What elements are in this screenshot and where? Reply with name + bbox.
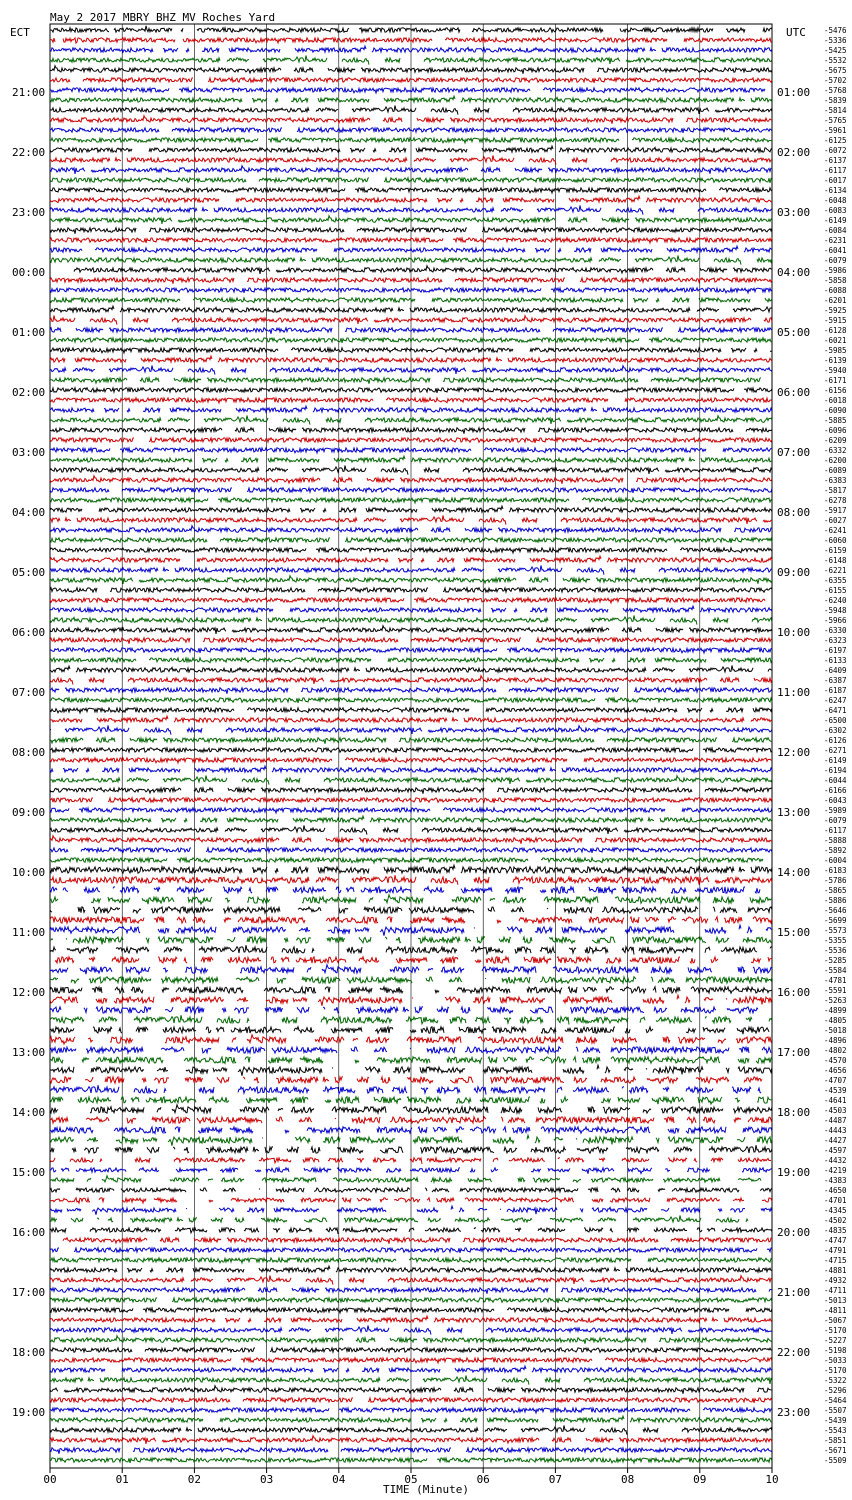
utc-hour-label: 18:00 <box>777 1106 811 1119</box>
local-hour-label: 17:00 <box>12 1286 46 1299</box>
local-hour-label: 14:00 <box>12 1106 46 1119</box>
trace-offset-label: -5322 <box>824 1376 847 1385</box>
utc-hour-label: 11:00 <box>777 686 811 699</box>
utc-hour-label: 05:00 <box>777 326 811 339</box>
trace-offset-label: -6027 <box>824 516 847 525</box>
trace-offset-label: -4383 <box>824 1176 847 1185</box>
trace-offset-label: -4896 <box>824 1036 847 1045</box>
utc-hour-label: 09:00 <box>777 566 811 579</box>
seismic-trace <box>50 1176 761 1183</box>
trace-offset-label: -4432 <box>824 1156 847 1165</box>
seismic-trace <box>50 1085 761 1094</box>
seismic-trace <box>50 88 765 93</box>
trace-offset-label: -5851 <box>824 1436 847 1445</box>
trace-offset-label: -4715 <box>824 1256 847 1265</box>
trace-offset-label: -5018 <box>824 1026 847 1035</box>
trace-offset-label: -5285 <box>824 956 847 965</box>
trace-offset-label: -5917 <box>824 506 847 515</box>
trace-offset-label: -5464 <box>824 1396 847 1405</box>
trace-offset-label: -6004 <box>824 856 847 865</box>
x-tick-label: 04 <box>332 1473 346 1486</box>
trace-offset-label: -4781 <box>824 976 847 985</box>
x-tick-label: 03 <box>259 1473 274 1486</box>
trace-offset-label: -5892 <box>824 846 847 855</box>
local-hour-label: 06:00 <box>12 626 46 639</box>
trace-offset-label: -5817 <box>824 486 847 495</box>
local-hour-label: 08:00 <box>12 746 46 759</box>
trace-offset-label: -6183 <box>824 866 847 875</box>
utc-hour-label: 16:00 <box>777 986 811 999</box>
trace-offset-label: -5961 <box>824 126 847 135</box>
trace-offset-label: -6126 <box>824 736 847 745</box>
trace-offset-label: -5509 <box>824 1456 847 1465</box>
trace-offset-label: -5989 <box>824 806 847 815</box>
trace-offset-label: -5198 <box>824 1346 847 1355</box>
seismic-trace <box>50 1047 771 1053</box>
trace-offset-label: -5355 <box>824 936 847 945</box>
local-hour-label: 09:00 <box>12 806 46 819</box>
trace-offset-label: -6500 <box>824 716 847 725</box>
trace-offset-label: -6137 <box>824 156 847 165</box>
seismic-trace <box>55 957 772 963</box>
utc-hour-label: 15:00 <box>777 926 811 939</box>
utc-hour-label: 04:00 <box>777 266 811 279</box>
trace-offset-label: -5966 <box>824 616 847 625</box>
trace-offset-label: -6231 <box>824 236 847 245</box>
x-tick-label: 09 <box>693 1473 707 1486</box>
trace-offset-label: -6241 <box>824 526 847 535</box>
trace-offset-label: -4219 <box>824 1166 847 1175</box>
trace-offset-label: -5948 <box>824 606 847 615</box>
local-hour-label: 01:00 <box>12 326 46 339</box>
trace-offset-label: -5671 <box>824 1446 847 1455</box>
trace-offset-label: -6166 <box>824 786 847 795</box>
trace-offset-label: -5839 <box>824 96 847 105</box>
trace-offset-label: -6018 <box>824 396 847 405</box>
trace-offset-label: -6090 <box>824 406 847 415</box>
trace-offset-label: -6409 <box>824 666 847 675</box>
trace-offset-label: -5296 <box>824 1386 847 1395</box>
trace-offset-label: -4881 <box>824 1266 847 1275</box>
trace-offset-label: -5227 <box>824 1336 847 1345</box>
trace-offset-label: -5536 <box>824 946 847 955</box>
trace-offset-label: -6096 <box>824 426 847 435</box>
local-hour-label: 21:00 <box>12 86 46 99</box>
x-tick-label: 10 <box>765 1473 779 1486</box>
trace-offset-label: -5765 <box>824 116 847 125</box>
trace-offset-label: -4711 <box>824 1286 847 1295</box>
trace-offset-label: -6079 <box>824 816 847 825</box>
local-hour-label: 13:00 <box>12 1046 46 1059</box>
trace-offset-label: -5646 <box>824 906 847 915</box>
utc-hour-label: 14:00 <box>777 866 811 879</box>
trace-offset-label: -4811 <box>824 1306 847 1315</box>
trace-offset-label: -5865 <box>824 886 847 895</box>
utc-hour-label: 03:00 <box>777 206 811 219</box>
local-hour-label: 00:00 <box>12 266 46 279</box>
trace-offset-label: -6021 <box>824 336 847 345</box>
trace-offset-label: -5336 <box>824 36 847 45</box>
seismic-trace <box>50 598 765 603</box>
trace-offset-label: -6332 <box>824 446 847 455</box>
trace-offset-label: -4701 <box>824 1196 847 1205</box>
local-hour-label: 16:00 <box>12 1226 46 1239</box>
trace-offset-label: -6088 <box>824 286 847 295</box>
trace-offset-label: -6278 <box>824 496 847 505</box>
seismic-trace <box>50 1007 758 1013</box>
local-hour-label: 07:00 <box>12 686 46 699</box>
trace-offset-label: -4932 <box>824 1276 847 1285</box>
local-hour-label: 02:00 <box>12 386 46 399</box>
trace-offset-label: -6017 <box>824 176 847 185</box>
trace-offset-label: -6201 <box>824 296 847 305</box>
local-hour-label: 23:00 <box>12 206 46 219</box>
trace-offset-label: -5915 <box>824 316 847 325</box>
trace-offset-label: -5013 <box>824 1296 847 1305</box>
local-hour-label: 22:00 <box>12 146 46 159</box>
left-timezone-label: ECT <box>10 26 30 39</box>
trace-offset-label: -6323 <box>824 636 847 645</box>
local-hour-label: 12:00 <box>12 986 46 999</box>
utc-hour-label: 23:00 <box>777 1406 811 1419</box>
trace-offset-label: -5925 <box>824 306 847 315</box>
trace-offset-label: -5986 <box>824 266 847 275</box>
trace-offset-label: -6187 <box>824 686 847 695</box>
seismic-trace <box>50 858 763 863</box>
trace-offset-label: -6117 <box>824 826 847 835</box>
local-hour-label: 11:00 <box>12 926 46 939</box>
trace-offset-label: -6149 <box>824 216 847 225</box>
trace-offset-label: -5786 <box>824 876 847 885</box>
trace-offset-label: -5170 <box>824 1326 847 1335</box>
trace-offset-label: -5573 <box>824 926 847 935</box>
x-tick-label: 08 <box>620 1473 635 1486</box>
trace-offset-label: -6171 <box>824 376 847 385</box>
trace-offset-label: -6133 <box>824 656 847 665</box>
trace-offset-label: -5985 <box>824 346 847 355</box>
trace-offset-label: -6209 <box>824 436 847 445</box>
trace-offset-label: -4791 <box>824 1246 847 1255</box>
trace-offset-label: -5591 <box>824 986 847 995</box>
trace-offset-label: -6471 <box>824 706 847 715</box>
trace-offset-label: -4747 <box>824 1236 847 1245</box>
trace-offset-label: -5543 <box>824 1426 847 1435</box>
seismic-trace <box>50 1158 771 1164</box>
utc-hour-label: 08:00 <box>777 506 811 519</box>
trace-offset-label: -6134 <box>824 186 847 195</box>
trace-offset-label: -6355 <box>824 576 847 585</box>
trace-offset-label: -6240 <box>824 596 847 605</box>
trace-offset-label: -6330 <box>824 626 847 635</box>
trace-offset-label: -4656 <box>824 1066 847 1075</box>
utc-hour-label: 19:00 <box>777 1166 811 1179</box>
trace-offset-label: -5439 <box>824 1416 847 1425</box>
trace-offset-label: -6060 <box>824 536 847 545</box>
utc-hour-label: 20:00 <box>777 1226 811 1239</box>
trace-offset-label: -6271 <box>824 746 847 755</box>
trace-offset-label: -5814 <box>824 106 847 115</box>
trace-offset-label: -6387 <box>824 676 847 685</box>
trace-offset-label: -6125 <box>824 136 847 145</box>
trace-offset-label: -6072 <box>824 146 847 155</box>
trace-offset-label: -5699 <box>824 916 847 925</box>
trace-offset-label: -6128 <box>824 326 847 335</box>
trace-offset-label: -5532 <box>824 56 847 65</box>
local-hour-label: 04:00 <box>12 506 46 519</box>
trace-offset-label: -4443 <box>824 1126 847 1135</box>
trace-offset-label: -5675 <box>824 66 847 75</box>
utc-hour-label: 10:00 <box>777 626 811 639</box>
trace-offset-label: -6383 <box>824 476 847 485</box>
trace-offset-label: -4707 <box>824 1076 847 1085</box>
right-timezone-label: UTC <box>786 26 806 39</box>
utc-hour-label: 21:00 <box>777 1286 811 1299</box>
trace-offset-label: -5940 <box>824 366 847 375</box>
trace-offset-label: -6083 <box>824 206 847 215</box>
utc-hour-label: 01:00 <box>777 86 811 99</box>
local-hour-label: 19:00 <box>12 1406 46 1419</box>
trace-offset-label: -5768 <box>824 86 847 95</box>
trace-offset-label: -5033 <box>824 1356 847 1365</box>
x-tick-label: 01 <box>115 1473 129 1486</box>
seismic-trace <box>50 1027 769 1034</box>
x-tick-label: 05 <box>404 1473 418 1486</box>
trace-offset-label: -6149 <box>824 756 847 765</box>
x-tick-label: 00 <box>43 1473 57 1486</box>
trace-offset-label: -4539 <box>824 1086 847 1095</box>
utc-hour-label: 22:00 <box>777 1346 811 1359</box>
trace-offset-label: -6089 <box>824 466 847 475</box>
trace-offset-label: -5886 <box>824 896 847 905</box>
utc-hour-label: 06:00 <box>777 386 811 399</box>
x-tick-label: 06 <box>476 1473 490 1486</box>
local-hour-label: 15:00 <box>12 1166 46 1179</box>
trace-offset-label: -5584 <box>824 966 847 975</box>
seismic-trace <box>50 1216 748 1223</box>
trace-offset-label: -4641 <box>824 1096 847 1105</box>
trace-offset-label: -6043 <box>824 796 847 805</box>
trace-offset-label: -5702 <box>824 76 847 85</box>
trace-offset-label: -6148 <box>824 556 847 565</box>
trace-offset-label: -6048 <box>824 196 847 205</box>
utc-hour-label: 02:00 <box>777 146 811 159</box>
trace-offset-label: -4487 <box>824 1116 847 1125</box>
trace-offset-label: -4650 <box>824 1186 847 1195</box>
trace-offset-label: -5888 <box>824 836 847 845</box>
trace-offset-label: -6200 <box>824 456 847 465</box>
trace-offset-label: -6247 <box>824 696 847 705</box>
local-hour-label: 10:00 <box>12 866 46 879</box>
trace-offset-label: -6041 <box>824 246 847 255</box>
utc-hour-label: 12:00 <box>777 746 811 759</box>
trace-offset-label: -6194 <box>824 766 847 775</box>
trace-offset-label: -5885 <box>824 416 847 425</box>
local-hour-label: 05:00 <box>12 566 46 579</box>
trace-offset-label: -4805 <box>824 1016 847 1025</box>
x-axis-label: TIME (Minute) <box>382 1483 470 1496</box>
trace-offset-label: -5476 <box>824 26 847 35</box>
trace-offset-label: -4570 <box>824 1056 847 1065</box>
utc-hour-label: 17:00 <box>777 1046 811 1059</box>
trace-offset-label: -5425 <box>824 46 847 55</box>
utc-hour-label: 07:00 <box>777 446 811 459</box>
trace-offset-label: -6117 <box>824 166 847 175</box>
trace-offset-label: -6084 <box>824 226 847 235</box>
seismic-trace <box>50 1077 762 1083</box>
trace-offset-label: -4899 <box>824 1006 847 1015</box>
trace-offset-label: -6221 <box>824 566 847 575</box>
trace-offset-label: -6156 <box>824 386 847 395</box>
seismic-trace <box>50 166 771 174</box>
trace-offset-label: -6079 <box>824 256 847 265</box>
trace-offset-label: -6139 <box>824 356 847 365</box>
trace-offset-label: -4503 <box>824 1106 847 1115</box>
trace-offset-label: -5263 <box>824 996 847 1005</box>
trace-offset-label: -5858 <box>824 276 847 285</box>
chart-title: May 2 2017 MBRY BHZ MV Roches Yard <box>50 11 276 24</box>
trace-offset-label: -5507 <box>824 1406 847 1415</box>
local-hour-label: 03:00 <box>12 446 46 459</box>
trace-offset-label: -6044 <box>824 776 847 785</box>
trace-offset-label: -4502 <box>824 1216 847 1225</box>
utc-hour-label: 13:00 <box>777 806 811 819</box>
trace-offset-label: -4835 <box>824 1226 847 1235</box>
trace-offset-label: -6159 <box>824 546 847 555</box>
trace-offset-label: -4345 <box>824 1206 847 1215</box>
x-tick-label: 02 <box>187 1473 202 1486</box>
seismic-trace <box>74 266 772 274</box>
trace-offset-label: -6197 <box>824 646 847 655</box>
trace-offset-label: -6155 <box>824 586 847 595</box>
trace-offset-label: -5170 <box>824 1366 847 1375</box>
trace-offset-label: -4597 <box>824 1146 847 1155</box>
trace-offset-label: -5067 <box>824 1316 847 1325</box>
seismic-trace <box>50 378 761 384</box>
seismic-trace <box>63 1238 772 1244</box>
trace-offset-label: -4802 <box>824 1046 847 1055</box>
trace-offset-label: -4427 <box>824 1136 847 1145</box>
local-hour-label: 18:00 <box>12 1346 46 1359</box>
seismic-trace <box>50 887 760 893</box>
x-tick-label: 07 <box>548 1473 563 1486</box>
trace-offset-label: -6302 <box>824 726 847 735</box>
